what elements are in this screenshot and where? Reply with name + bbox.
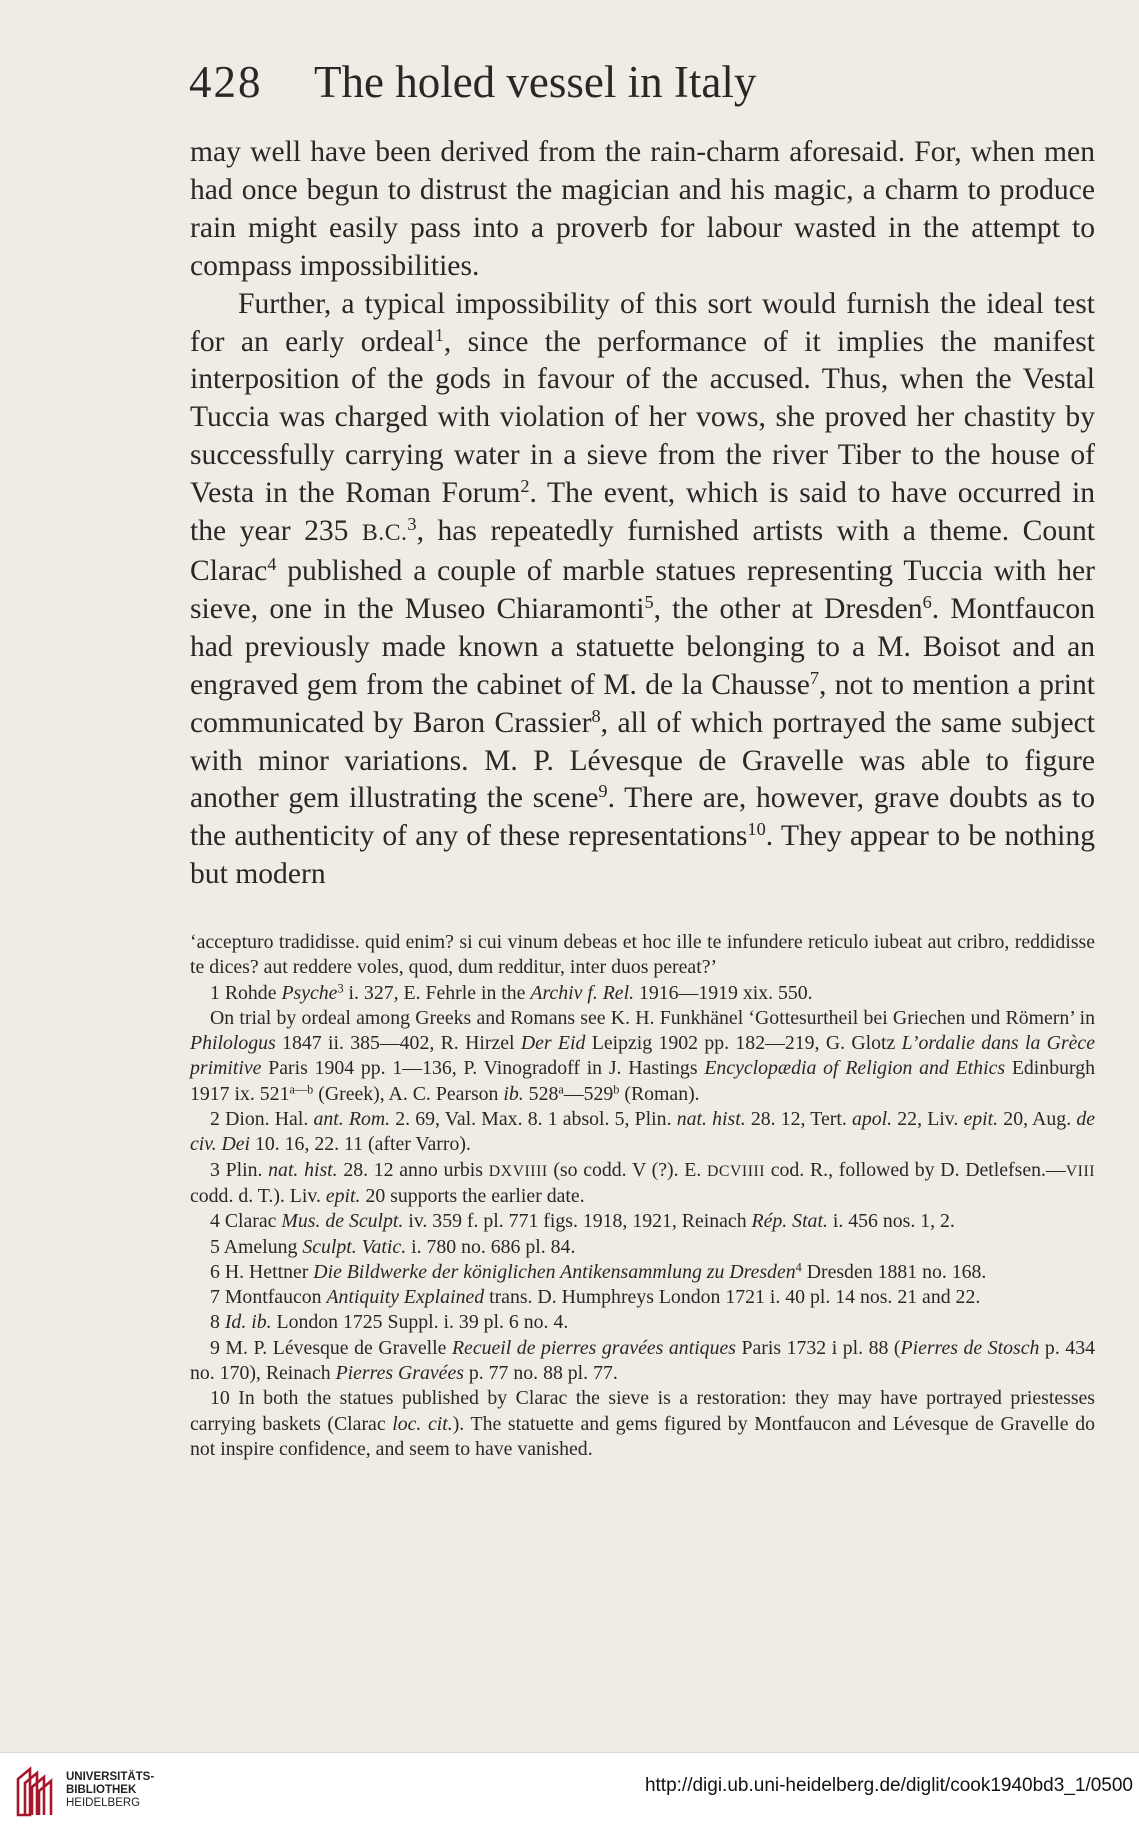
- text-run: —529: [563, 1082, 614, 1105]
- text-run: 20, Aug.: [998, 1108, 1077, 1131]
- paragraph-2: [190, 286, 1095, 895]
- citation-title: Archiv f. Rel.: [530, 981, 635, 1004]
- citation-title: apol.: [851, 1108, 893, 1131]
- citation-title: Mus. de Sculpt.: [281, 1210, 404, 1233]
- text-run: i. 327, E. Fehrle in the: [343, 981, 531, 1004]
- text-run: 6 H. Hettner: [210, 1260, 314, 1283]
- text-run: , since the performance of it implies the manifest interposition of the gods in favour of the accused. Thus, when the Vestal Tuccia was charged with violation of her vows, she proved her chastity by successfully carrying water in a sieve from the river Tiber to the house of Vesta in the Roman Forum: [190, 325, 1095, 510]
- text-run: , the other at Dresden: [653, 592, 923, 625]
- text-run: i. 780 no. 686 pl. 84.: [406, 1235, 576, 1258]
- text-run: Further, a typical impossibility of this sort would furnish the ideal test for an early ordeal: [190, 287, 1095, 358]
- text-run: Leipzig 1902 pp. 182—219, G. Glotz: [585, 1032, 902, 1055]
- text-run: codd. d. T.). Liv.: [190, 1184, 326, 1207]
- footnote-continuation: ‘accepturo tradidisse. quid enim? si cui vinum debeas et hoc ille te infundere reticulo iubeat aut cribro, reddidisse te dices? aut reddere voles, quod, dum redditur, inter duos pereat?’: [190, 931, 1095, 979]
- text-run: 10 In both the statues published by Clarac the sieve is a restoration: they may have portrayed priestesses carrying baskets (Clarac: [190, 1387, 1095, 1435]
- text-run: 3 Plin.: [210, 1158, 269, 1181]
- footnote-ref: 2: [520, 476, 530, 497]
- text-run: may well have been derived from the rain-charm aforesaid. For, when men had once begun to distrust the magician and his magic, a charm to produce rain might easily pass into a proverb for labour wasted in the attempt to compass impossibilities.: [190, 136, 1095, 282]
- text-run: 7 Montfaucon: [210, 1286, 327, 1309]
- text-run: , not to mention a print communicated by Baron Crassier: [190, 668, 1095, 739]
- citation-title: Pierres Gravées: [335, 1362, 464, 1385]
- footnotes: [190, 930, 1095, 1462]
- footnote-ref: 3: [407, 513, 417, 534]
- footnote-ref: 9: [598, 781, 608, 802]
- page-header: [189, 52, 889, 112]
- citation-title: Pierres de Stosch: [900, 1336, 1040, 1359]
- text-run: 1 Rohde: [210, 981, 282, 1004]
- text-run: . There are, however, grave doubts as to the authenticity of any of these representations: [190, 782, 1095, 853]
- text-run: Paris 1732 i pl. 88 (: [735, 1336, 901, 1359]
- superscript: 3: [337, 980, 344, 995]
- text-run: trans. D. Humphreys London 1721 i. 40 pl. 14 nos. 21 and 22.: [484, 1286, 981, 1309]
- running-title: The holed vessel in Italy: [314, 57, 757, 107]
- citation-title: Philologus: [190, 1032, 276, 1055]
- text-run: Dresden 1881 no. 168.: [801, 1260, 987, 1283]
- text-run: 1847 ii. 385—402, R. Hirzel: [275, 1032, 521, 1055]
- citation-title: nat. hist.: [268, 1158, 338, 1181]
- citation-title: Der Eid: [520, 1032, 586, 1055]
- text-run: 2. 69, Val. Max. 8. 1 absol. 5, Plin.: [390, 1108, 677, 1131]
- text-run: 1916—1919 xix. 550.: [634, 981, 813, 1004]
- citation-title: L’ordalie dans la Grèce primitive: [190, 1032, 1095, 1080]
- text-run: published a couple of marble statues representing Tuccia with her sieve, one in the Museo Chiaramonti: [190, 554, 1095, 625]
- text-run: ). The statuette and gems figured by Montfaucon and Lévesque de Gravelle do not inspire confidence, and seem to have vanished.: [190, 1412, 1095, 1460]
- small-caps-text: DCVIIII: [707, 1162, 766, 1180]
- superscript: a—b: [289, 1082, 314, 1097]
- citation-title: Psyche: [281, 981, 338, 1004]
- text-run: 9 M. P. Lévesque de Gravelle: [210, 1336, 452, 1359]
- library-name-line: BIBLIOTHEK: [66, 1784, 137, 1796]
- footnote-ref: 5: [644, 591, 654, 612]
- superscript: 4: [795, 1260, 802, 1275]
- footnote-10: [190, 1386, 1095, 1462]
- footnote-ref: 10: [747, 819, 766, 840]
- text-run: p. 434 no. 170), Reinach: [190, 1336, 1095, 1385]
- superscript: b: [613, 1082, 620, 1097]
- citation-title: loc. cit.: [392, 1412, 453, 1435]
- small-caps-text: VIII: [1065, 1162, 1095, 1180]
- footer-bar: [0, 1752, 1139, 1842]
- text-run: Paris 1904 pp. 1—136, P. Vinogradoff in J. Hastings: [261, 1057, 705, 1080]
- citation-title: epit.: [963, 1108, 999, 1131]
- citation-title: de civ. Dei: [190, 1108, 1095, 1156]
- text-run: cod. R., followed by D. Detlefsen.—: [765, 1158, 1066, 1181]
- citation-title: ib.: [503, 1082, 524, 1105]
- footnote-ref: 8: [591, 705, 601, 726]
- footnote-1-continued: [190, 1006, 1095, 1107]
- citation-title: Rép. Stat.: [751, 1210, 828, 1233]
- footnote-7: [190, 1285, 1095, 1310]
- footnote-ref: 7: [809, 667, 820, 688]
- footnote-8: [190, 1310, 1095, 1335]
- text-run: . Montfaucon had previously made known a statuette belonging to a M. Boisot and an engraved gem from the cabinet of M. de la Chausse: [190, 592, 1095, 701]
- citation-title: Id. ib.: [224, 1311, 272, 1334]
- citation-title: Encyclopædia of Religion and Ethics: [704, 1057, 1006, 1080]
- text-run: (Greek), A. C. Pearson: [313, 1082, 504, 1105]
- library-name: [66, 1771, 154, 1810]
- footnote-4: [190, 1209, 1095, 1234]
- text-run: , has repeatedly furnished artists with a theme. Count Clarac: [190, 515, 1095, 587]
- text-run: i. 456 nos. 1, 2.: [827, 1210, 955, 1233]
- text-run: 528: [523, 1082, 559, 1105]
- text-run: On trial by ordeal among Greeks and Romans see K. H. Funkhänel ‘Gottesurtheil bei Griechen und Römern’ in: [210, 1006, 1095, 1029]
- footnote-9: [190, 1336, 1095, 1387]
- text-run: . They appear to be nothing but modern: [190, 820, 1095, 891]
- text-run: . The event, which is said to have occurred in the year 235: [190, 477, 1095, 548]
- main-text: [190, 134, 1095, 894]
- text-run: iv. 359 f. pl. 771 figs. 1918, 1921, Reinach: [403, 1210, 752, 1233]
- text-run: London 1725 Suppl. i. 39 pl. 6 no. 4.: [271, 1311, 569, 1334]
- footnote-ref: 6: [922, 591, 932, 612]
- page-number: 428: [189, 57, 263, 107]
- library-name-line: UNIVERSITÄTS-: [66, 1771, 155, 1783]
- footnote-ref: 1: [434, 324, 444, 345]
- paragraph-1: [190, 134, 1095, 286]
- text-run: 10. 16, 22. 11 (after Varro).: [250, 1133, 471, 1156]
- text-run: (Roman).: [619, 1082, 700, 1105]
- library-name-line: HEIDELBERG: [66, 1797, 141, 1809]
- text-run: p. 77 no. 88 pl. 77.: [463, 1362, 618, 1385]
- source-url[interactable]: http://digi.ub.uni-heidelberg.de/diglit/cook1940bd3_1/0500: [644, 1775, 1133, 1796]
- footnote-5: [190, 1235, 1095, 1260]
- footnote-1: [190, 981, 1095, 1006]
- citation-title: epit.: [325, 1184, 361, 1207]
- citation-title: nat. hist.: [676, 1108, 746, 1131]
- citation-title: ant. Rom.: [313, 1108, 391, 1131]
- text-run: Edinburgh 1917 ix. 521: [190, 1057, 1095, 1105]
- text-run: 4 Clarac: [210, 1210, 282, 1233]
- text-run: 5 Amelung: [210, 1235, 303, 1258]
- text-run: 8: [210, 1311, 225, 1334]
- small-caps-text: DXVIIII: [488, 1162, 548, 1180]
- small-caps-text: B.C.: [362, 520, 408, 547]
- text-run: 2 Dion. Hal.: [210, 1108, 314, 1131]
- text-run: 28. 12 anno urbis: [337, 1158, 489, 1181]
- citation-title: Antiquity Explained: [326, 1286, 485, 1309]
- text-run: 20 supports the earlier date.: [360, 1184, 585, 1207]
- footnote-2: [190, 1107, 1095, 1158]
- citation-title: Sculpt. Vatic.: [302, 1235, 407, 1258]
- citation-title: Recueil de pierres gravées antiques: [451, 1336, 736, 1359]
- text-run: , all of which portrayed the same subject with minor variations. M. P. Lévesque de Gravelle was able to figure another gem illustrating the scene: [190, 706, 1095, 815]
- footnote-6: [190, 1260, 1095, 1285]
- footnote-3: [190, 1158, 1095, 1210]
- text-run: 28. 12, Tert.: [745, 1108, 852, 1131]
- library-logo-icon: [14, 1765, 54, 1819]
- text-run: (so codd. V (?). E.: [547, 1158, 707, 1181]
- citation-title: Die Bildwerke der königlichen Antikensammlung zu Dresden: [313, 1260, 796, 1283]
- text-run: 22, Liv.: [892, 1108, 964, 1131]
- superscript: a: [558, 1082, 564, 1097]
- footnote-ref: 4: [267, 553, 277, 574]
